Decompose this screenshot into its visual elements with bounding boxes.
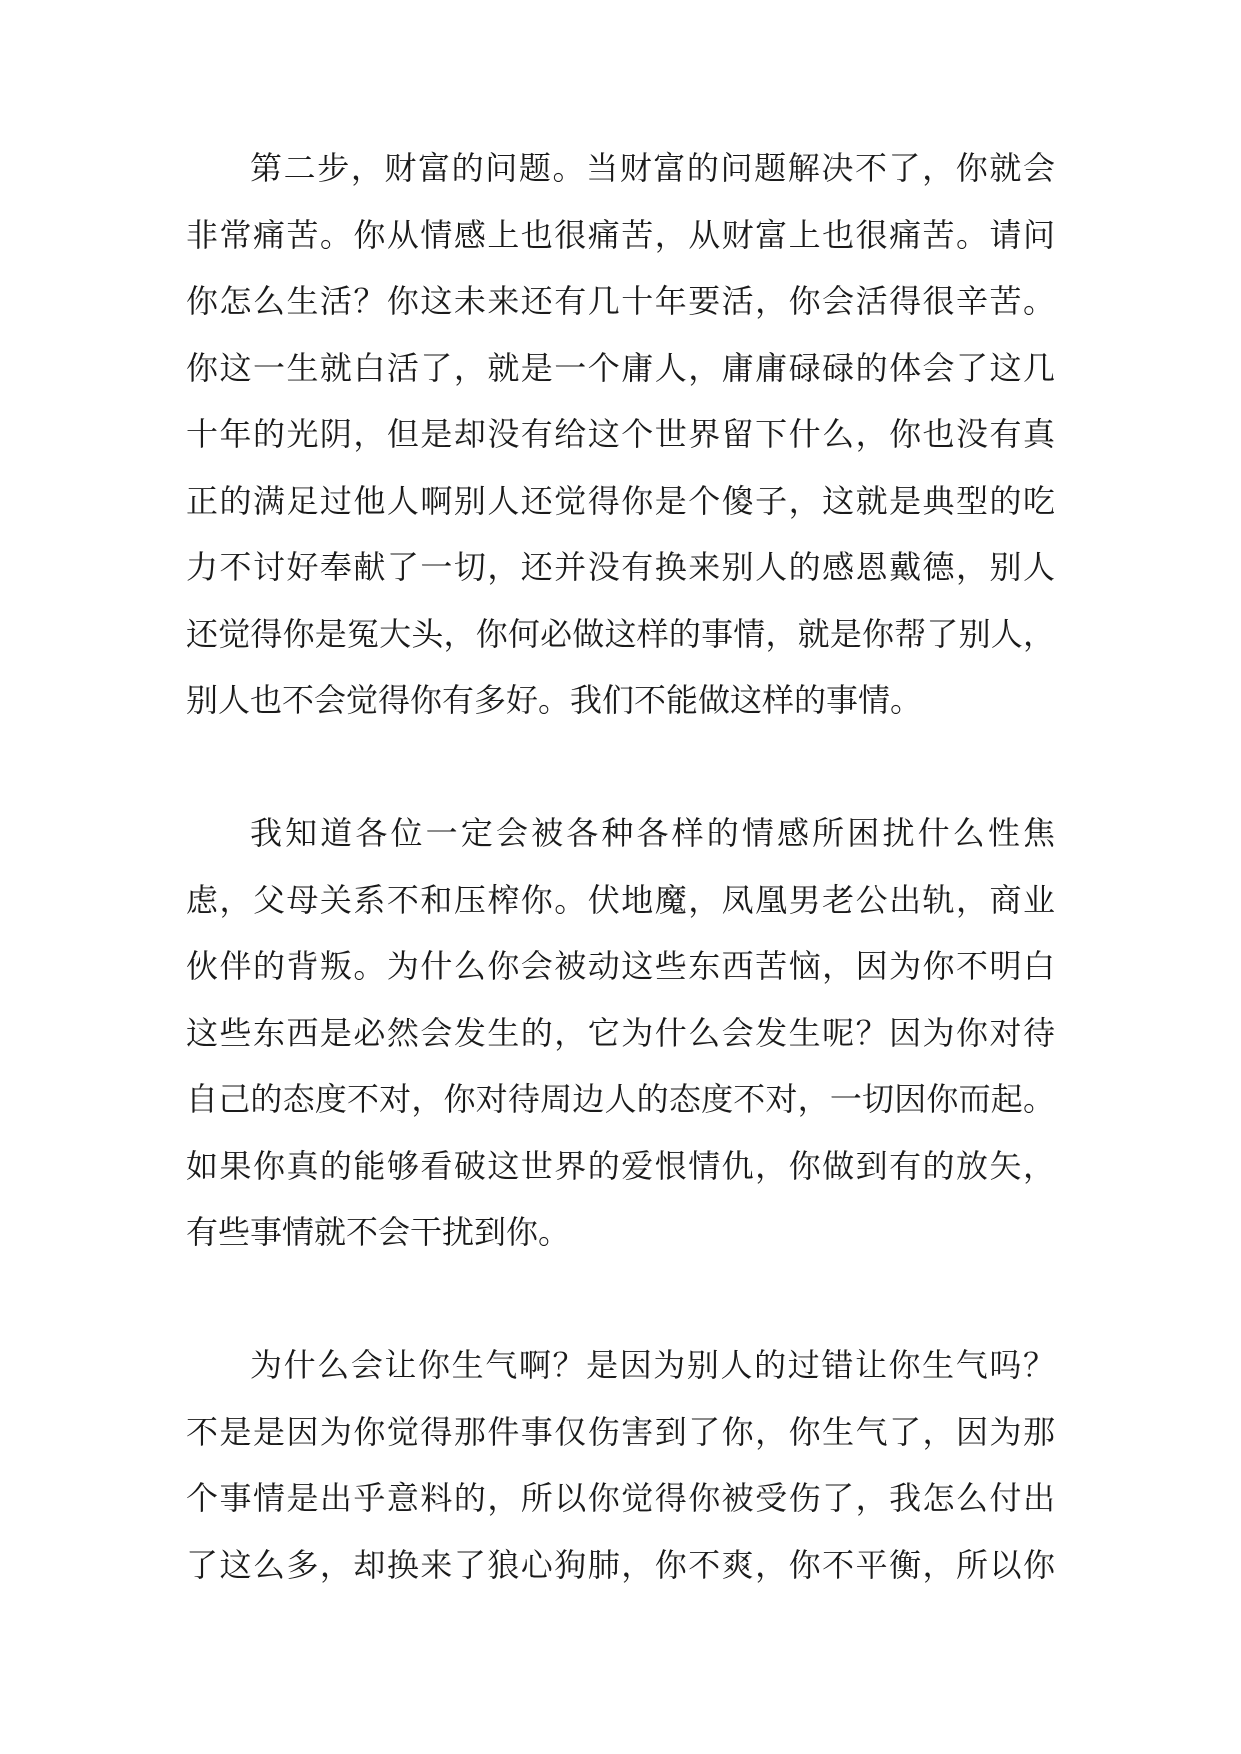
text-line: 非常痛苦。你从情感上也很痛苦，从财富上也很痛苦。请问 — [186, 216, 1055, 253]
text-line: 十年的光阴，但是却没有给这个世界留下什么，你也没有真 — [186, 416, 1055, 452]
text-block — [186, 135, 1055, 1598]
text-line: 力不讨好奉献了一切，还并没有换来别人的感恩戴德，别人 — [186, 549, 1055, 585]
text-line: 了这么多，却换来了狼心狗肺，你不爽，你不平衡，所以你 — [186, 1546, 1055, 1583]
text-line: 你这一生就白活了，就是一个庸人，庸庸碌碌的体会了这几 — [186, 349, 1055, 386]
text-line: 个事情是出乎意料的，所以你觉得你被受伤了，我怎么付出 — [186, 1480, 1055, 1516]
text-line: 我知道各位一定会被各种各样的情感所困扰什么性焦 — [250, 815, 1055, 851]
text-line: 如果你真的能够看破这世界的爱恨情仇，你做到有的放矢， — [186, 1147, 1055, 1184]
text-line: 有些事情就不会干扰到你。 — [186, 1214, 571, 1250]
text-line: 还觉得你是冤大头，你何必做这样的事情，就是你帮了别人， — [186, 615, 1055, 652]
paragraph — [186, 1332, 1055, 1598]
text-line: 不是是因为你觉得那件事仅伤害到了你，你生气了，因为那 — [186, 1413, 1055, 1450]
text-line: 别人也不会觉得你有多好。我们不能做这样的事情。 — [186, 682, 923, 718]
text-line: 为什么会让你生气啊？是因为别人的过错让你生气吗？ — [250, 1347, 1055, 1383]
text-line: 伙伴的背叛。为什么你会被动这些东西苦恼，因为你不明白 — [186, 948, 1055, 984]
paragraph — [186, 800, 1055, 1266]
text-line: 这些东西是必然会发生的，它为什么会发生呢？因为你对待 — [186, 1014, 1055, 1051]
text-line: 你怎么生活？你这未来还有几十年要活，你会活得很辛苦。 — [186, 283, 1055, 319]
text-line: 第二步，财富的问题。当财富的问题解决不了，你就会 — [250, 150, 1055, 186]
paragraph — [186, 135, 1055, 734]
text-line: 正的满足过他人啊别人还觉得你是个傻子，这就是典型的吃 — [186, 482, 1055, 519]
text-line: 自己的态度不对，你对待周边人的态度不对，一切因你而起。 — [186, 1081, 1055, 1117]
text-line: 虑，父母关系不和压榨你。伏地魔，凤凰男老公出轨，商业 — [186, 881, 1055, 918]
